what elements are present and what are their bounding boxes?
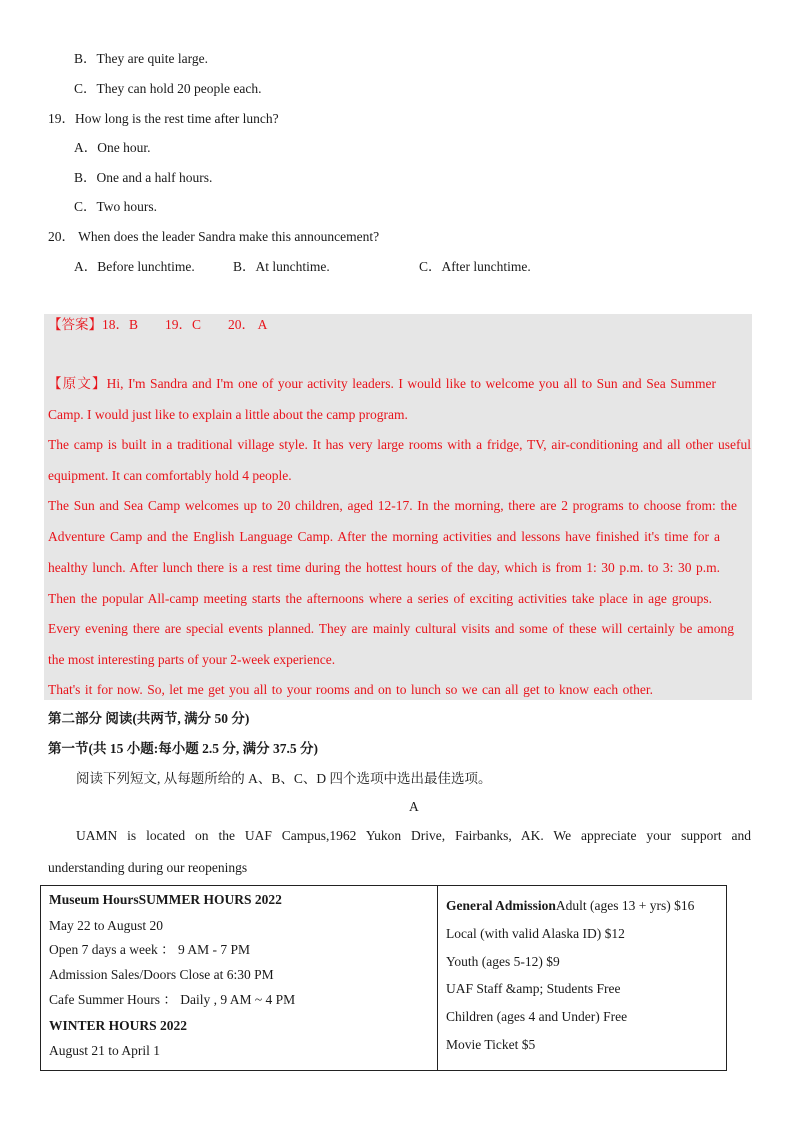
transcript-p3-line1: The Sun and Sea Camp welcomes up to 20 children, aged 12-17. In the morning, there are 2 programs to choose from: the xyxy=(48,498,737,513)
summer-dates: May 22 to August 20 xyxy=(49,918,164,933)
open-hours: Open 7 days a week ： 9 AM - 7 PM xyxy=(49,942,250,957)
admission-cell xyxy=(438,886,727,1071)
transcript-p3-line5: Every evening there are special events planned. They are mainly cultural visits and some of these will certainly be among xyxy=(48,621,734,636)
q19-option-a: A．One hour. xyxy=(74,140,151,155)
passage-letter: A xyxy=(409,799,419,814)
instruction-text: 阅读下列短文, 从每题所给的 A、B、C、D 四个选项中选出最佳选项。 xyxy=(76,771,492,786)
q20-option-b: B．At lunchtime. xyxy=(233,259,330,274)
youth-price: Youth (ages 5-12) $9 xyxy=(446,954,560,969)
transcript-p3-line6: the most interesting parts of your 2-week experience. xyxy=(48,652,336,667)
museum-info-table xyxy=(40,885,727,1071)
staff-price: UAF Staff &amp; Students Free xyxy=(446,981,621,996)
museum-hours-cell xyxy=(41,886,438,1071)
q20-option-a: A．Before lunchtime. xyxy=(74,259,195,274)
q19-question: 19．How long is the rest time after lunch? xyxy=(48,111,279,126)
transcript-p1-line2: Camp. I would just like to explain a little about the camp program. xyxy=(48,407,408,422)
general-admission-label: General Admission xyxy=(446,898,556,913)
movie-price: Movie Ticket $5 xyxy=(446,1037,536,1052)
transcript-p3-line4: Then the popular All-camp meeting starts the afternoons where a series of exciting activities take place in age groups. xyxy=(48,591,712,606)
q20-option-c: C．After lunchtime. xyxy=(419,259,531,274)
part-title: 第二部分 阅读(共两节, 满分 50 分) xyxy=(48,711,250,726)
answer-line xyxy=(48,316,267,334)
transcript-p1-line1 xyxy=(48,375,716,393)
passage-line2: understanding during our reopenings xyxy=(48,860,248,875)
q19-option-c: C．Two hours. xyxy=(74,199,158,214)
transcript-p3-line3: healthy lunch. After lunch there is a rest time during the hottest hours of the day, which is from 1: 30 p.m. to 3: 30 p.m. xyxy=(48,560,720,575)
answer-label: 【答案】 xyxy=(48,317,102,332)
section-subtitle: 第一节(共 15 小题:每小题 2.5 分, 满分 37.5 分) xyxy=(48,741,318,756)
q18-option-b: B．They are quite large. xyxy=(74,51,208,66)
q19-option-b: B．One and a half hours. xyxy=(74,170,213,185)
adult-price xyxy=(446,897,694,915)
cafe-hours: Cafe Summer Hours ： Daily , 9 AM ~ 4 PM xyxy=(49,992,296,1007)
summer-hours-heading xyxy=(49,891,282,909)
answer-text: 18．B 19．C 20． A xyxy=(102,317,268,332)
passage-line1: UAMN is located on the UAF Campus,1962 Yukon Drive, Fairbanks, AK. We appreciate your support and xyxy=(76,828,751,843)
q20-question: 20． When does the leader Sandra make this announcement? xyxy=(48,229,380,244)
q18-option-c: C．They can hold 20 people each. xyxy=(74,81,262,96)
transcript-p3-line2: Adventure Camp and the English Language Camp. After the morning activities and lessons have finished it's time for a xyxy=(48,529,720,544)
transcript-p2-line1: The camp is built in a traditional village style. It has very large rooms with a fridge, TV, air-conditioning and all other useful xyxy=(48,437,751,452)
transcript-label: 【原文】 xyxy=(48,376,107,391)
local-price: Local (with valid Alaska ID) $12 xyxy=(446,926,625,941)
transcript-text: Hi, I'm Sandra and I'm one of your activity leaders. I would like to welcome you all to Sun and Sea Summer xyxy=(106,376,717,391)
adult-price-text: Adult (ages 13 + yrs) $16 xyxy=(555,898,695,913)
children-price: Children (ages 4 and Under) Free xyxy=(446,1009,628,1024)
summer-hours-title: SUMMER HOURS 2022 xyxy=(138,892,282,907)
museum-hours-label: Museum Hours xyxy=(49,892,139,907)
winter-dates: August 21 to April 1 xyxy=(49,1043,161,1058)
transcript-p2-line2: equipment. It can comfortably hold 4 people. xyxy=(48,468,292,483)
transcript-p4-line1: That's it for now. So, let me get you all to your rooms and on to lunch so we can all get to know each other. xyxy=(48,682,653,697)
winter-hours-title: WINTER HOURS 2022 xyxy=(49,1018,188,1033)
admission-close: Admission Sales/Doors Close at 6:30 PM xyxy=(49,967,274,982)
